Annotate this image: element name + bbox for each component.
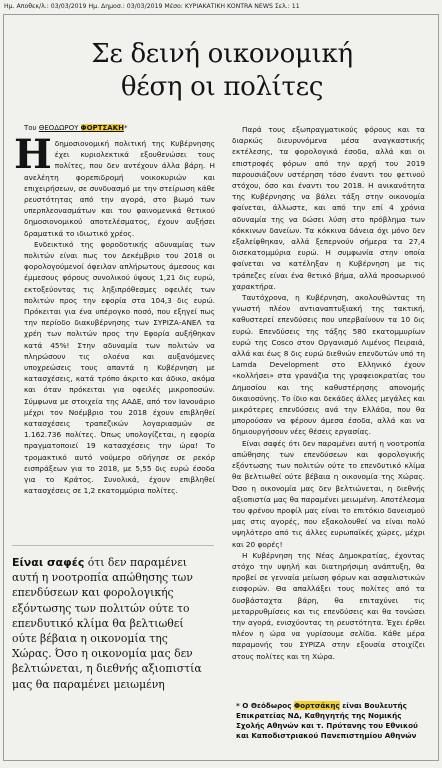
headline [12,38,432,104]
author-bio [236,701,426,741]
pullquote-divider [12,545,214,546]
paragraph-6: Η Κυβέρνηση της Νέας Δημοκρατίας, έχοντας στόχο την υψηλή και διατηρήσιμη ανάπτυξη, θα προβεί σε γενναία μείωση φόρων και ασφαλιστικών εισφορών. Θα απαλλάξει τους πολίτες από τα δυσβάσταχτα βάρη, θα επιταχύνει τις μεταρρυθμίσεις και τις επενδύσεις και θα τονώσει την αγορά, ενισχύοντας τη ρευστότητα. Έχει έρθει πλέον η ώρα να γυρίσουμε σελίδα. Κάθε μέρα παραμονής του ΣΥΡΙΖΑ στην εξουσία στοιχίζει στους πολίτες και τη Χώρα. [232,550,425,661]
article-column-1 [14,131,215,524]
article-column-2 [232,124,425,693]
clipping-header: Ημ. Αποθεκ/λ.: 03/03/2019 Ημ. Δημοσ.: 03/03/2019 Μέσο: ΚΥΡΙΑΚΑΤΙΚΗ KONTRA NEWS Σελ.: 11 [4,3,300,10]
bio-text: είναι Βουλευτής Επικρατείας ΝΔ, Καθηγητής της Νομικής Σχολής Αθηνών και τ. Πρύτανης του Εθνικού και Καποδιστριακού Πανεπιστημίου Αθηνών [236,701,418,740]
pull-quote-text: ότι δεν παραμένει αυτή η νοοτροπία απώθησης των επενδύσεων και φορολογικής εξόντωσης των πολιτών ούτε το επενδυτικό κλίμα θα βελτιωθεί ούτε βέβαια η οικονομία της Χώρας. Όσο η οικονομία μας δεν βελτιώνεται, η διεθνής αξιοπιστία μας θα παραμένει μειωμένη [12,556,202,691]
headline-line-1: Σε δεινή οικονομική [91,39,353,69]
drop-cap: Η [14,131,52,178]
byline-prefix: Του [24,124,39,132]
headline-line-2: θέση οι πολίτες [120,72,324,102]
bio-prefix: * Ο Θεόδωρος [236,701,294,710]
paragraph-5: Είναι σαφές ότι δεν παραμένει αυτή η νοοτροπία απώθησης των επενδύσεων και φορολογικής εξόντωσης των πολιτών ούτε το επενδυτικό κλίμα θα βελτιωθεί ούτε βέβαια η οικονομία της Χώρας. Όσο η οικονομία μας δεν βελτιώνεται, η διεθνής αξιοπιστία μας θα παραμένει μειωμένη. Αποτέλεσμα του φρένου προφίλ μας είναι το επιτόκιο δανεισμού μας στις αγορές, που εξακολουθεί να είναι πολύ υψηλότερο από τις άλλες ευρωπαϊκές χώρες, μέχρι και 20 φορές! [232,438,425,549]
pull-quote [12,555,204,692]
paragraph-3: Παρά τους εξωπραγματικούς φόρους και τα διαρκώς διευρυνόμενα μέσα αναγκαστικής εκτέλεσης, τα φορολογικά έσοδα, αλλά και οι επιστροφές φόρων από την αρχή του 2019 παρουσιάζουν υστέρηση τόσο έναντι του φετινού στόχου, όσο και έναντι του 2018. Η ανικανότητα της Κυβέρνησης να βάλει τάξη στην οικονομία φαίνεται, άλλωστε, και από την επί 4 χρόνια αδυναμία της να δώσει λύση στο πρόβλημα των κόκκινων δανείων. Τα κόκκινα δάνεια όχι μόνο δεν εξαλείφθηκαν, αλλά ξεπερνούν σήμερα τα 27,4 δισεκατομμύρια ευρώ. Η συμφωνία στην οποία φαίνεται να κατέληξαν η Κυβέρνηση με τις τράπεζες είναι ένα θετικό βήμα, αλλά προσωρινού χαρακτήρα. [232,125,425,291]
bio-name-highlight: Φορτσάκης [293,701,340,710]
pull-quote-lead: Είναι σαφές [12,556,85,569]
paragraph-4: Ταυτόχρονα, η Κυβέρνηση, ακολουθώντας τη γνωστή πλέον αντιαναπτυξιακή της τακτική, καθυστερεί επενδύσεις που υπερβαίνουν τα 10 δις ευρώ. Επενδύσεις της τάξης 580 εκατομμυρίων ευρώ της Cosco στον Οργανισμό Λιμένος Πειραιά, αλλά και έως 8 δις ευρώ διεθνών επενδυτών υπό τη Lamda Development στο Ελληνικό έχουν «κολλήσει» στα γρανάζια της γραφειοκρατίας του Δημοσίου και της καθυστέρησης απονομής δικαιοσύνης. Το ίδιο και δεκάδες άλλες μεγάλες και μικρότερες επενδύσεις ανά την Ελλάδα, που θα μπορούσαν να φέρουν άμεσα έσοδα, αλλά και να δημιουργήσουν νέες θέσεις εργασίας. [232,293,425,437]
paragraph-2: Ενδεικτικό της φοροδοτικής αδυναμίας των πολιτών είναι πως τον Δεκέμβριο του 2018 οι φορολογούμενοί όφειλαν απλήρωτους άμεσους και έμμεσους φόρους συνολικού ύψους 1,21 δις ευρώ, εκτοξεύοντας τις ληξιπρόθεσμες οφειλές των πολιτών προς την εφορία στα 104,3 δις ευρώ. Πρόκειται για ένα υπέρογκο ποσό, που εξηγεί πως την περίοδο διακυβέρνησης των ΣΥΡΙΖΑ-ΑΝΕΛ τα χρέη των πολιτών προς την Εφορία αυξήθηκαν κατά 45%! Στην αδυναμία των πολιτών να πληρώσουν τις ολοένα και αυξανόμενες υποχρεώσεις τους απαντά η Κυβέρνηση με κατασχέσεις, κατά τρόπο άκριτο και άδικο, ακόμα και όταν πρόκειται για οφειλές μικροποσών. Σύμφωνα με στοιχεία της ΑΑΔΕ, από τον Ιανουάριο μέχρι τον Νοέμβριο του 2018 έχουν επιβληθεί κατασχέσεις τραπεζικών λογαριασμών σε 1.162.736 πολίτες. Όπως υπολογίζεται, η εφορία πραγματοποιεί 19 κατασχέσεις την ώρα! Το τρομακτικό αυτό νούμερο οδήγησε σε ρεκόρ εισπράξεων για το 2018, με 5,55 δις ευρώ έσοδα για το Κράτος. Συνολικά, έχουν επιβληθεί κατασχέσεις σε 1,2 εκατομμύρια πολίτες. [24,239,215,496]
paragraph-1-text: δημοσιονομική πολιτική της Κυβέρνησης έχει κυριολεκτικά εξουθενώσει τους πολίτες, που δεν αντέχουν άλλα βάρη. Η ανελέητη φορεπιδρομή νοικοκυριών και επιχειρήσεων, σε συνδυασμό με την στείρωση κάθε ρευστότητας από την αγορά, στο βωμό των υπερπλεονασμάτων και του φαινομενικά θετικού δημοσιονομικού αποτελέσματος, έχουν αυξήσει δραματικά το ιδιωτικό χρέος. [24,139,215,238]
author-first-name: ΘΕΟΔΩΡΟΥ [38,124,81,132]
author-last-name-highlight: ΦΟΡΤΣΑΚΗ [80,124,124,132]
author-asterisk: * [123,124,128,132]
paragraph-1 [14,131,215,239]
